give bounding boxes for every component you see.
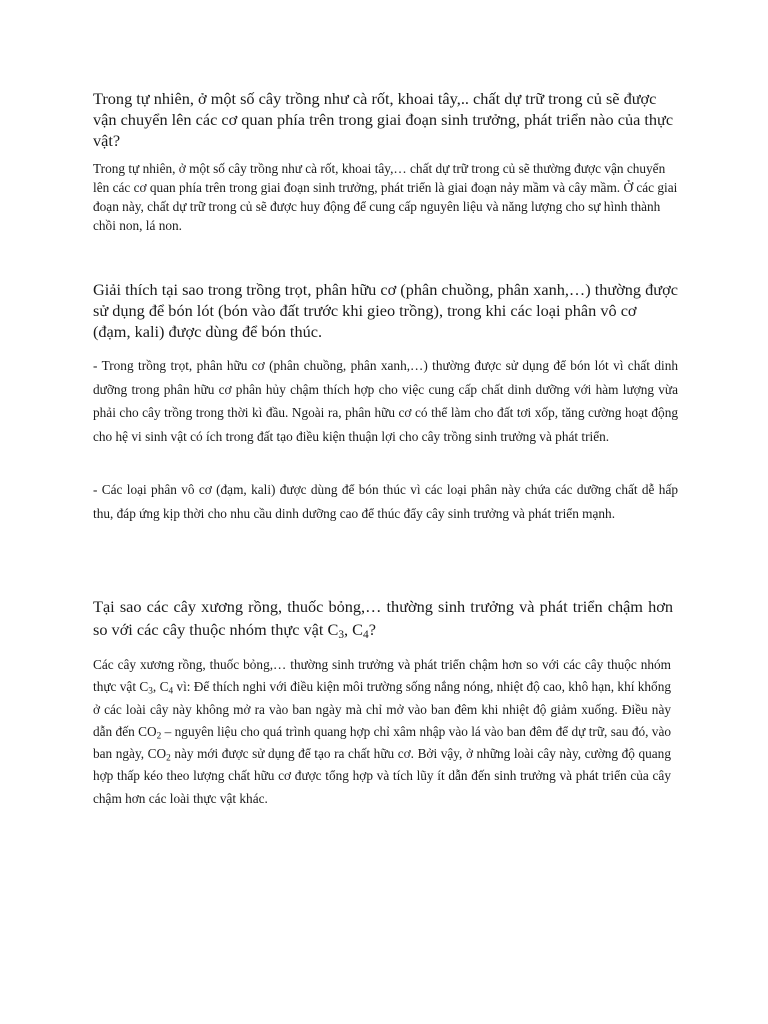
question-3-text-c: ? bbox=[368, 620, 376, 639]
question-3-text-a: Tại sao các cây xương rồng, thuốc bỏng,… thường sinh trưởng và phát triển chậm hơn so với các cây thuộc nhóm thực vật C bbox=[93, 597, 673, 639]
section-2-answer-1 bbox=[93, 354, 678, 448]
question-3-sub-c4: 4 bbox=[363, 628, 369, 641]
answer-1: Trong tự nhiên, ở một số cây trồng như cà rốt, khoai tây,… chất dự trữ trong củ sẽ thường được vận chuyển lên các cơ quan phía trên trong giai đoạn sinh trưởng, phát triển là giai đoạn nảy mầm và cây mầm. Ở các giai đoạn này, chất dự trữ trong củ sẽ được huy động để cung cấp nguyên liệu và năng lượng cho sự hình thành chồi non, lá non. bbox=[93, 161, 678, 233]
section-2-answer-2 bbox=[93, 478, 678, 525]
section-1 bbox=[93, 88, 678, 151]
question-1: Trong tự nhiên, ở một số cây trồng như cà rốt, khoai tây,.. chất dự trữ trong củ sẽ được vận chuyển lên các cơ quan phía trên trong giai đoạn sinh trưởng, phát triển nào của thực vật? bbox=[93, 89, 674, 150]
answer-2-part-1: - Trong trồng trọt, phân hữu cơ (phân chuồng, phân xanh,…) thường được sử dụng để bón lót vì chất dinh dưỡng trong phân hữu cơ phân hủy chậm thích hợp cho việc cung cấp chất dinh dưỡng với hàm lượng vừa phải cho cây trồng trong thời kì đầu. Ngoài ra, phân hữu cơ có thể làm cho đất tơi xốp, tăng cường hoạt động cho hệ vi sinh vật có ích trong đất tạo điều kiện thuận lợi cho cây trồng sinh trưởng và phát triển. bbox=[93, 358, 678, 444]
answer-3-text-4: – nguyên liệu cho quá trình quang hợp chỉ xâm nhập vào lá vào ban đêm để dự trữ, sau đó, vào ban ngày, CO bbox=[93, 723, 671, 762]
answer-3-text-2: , C bbox=[152, 679, 169, 695]
answer-2-part-2: - Các loại phân vô cơ (đạm, kali) được dùng để bón thúc vì các loại phân này chứa các dưỡng chất dễ hấp thu, đáp ứng kịp thời cho nhu cầu dinh dưỡng cao để thúc đẩy cây sinh trưởng và phát triển mạnh. bbox=[93, 482, 678, 521]
answer-3-text-1: Các cây xương rồng, thuốc bỏng,… thường sinh trưởng và phát triển chậm hơn so với các cây thuộc nhóm thực vật C bbox=[93, 657, 671, 695]
section-3 bbox=[93, 595, 673, 641]
section-2 bbox=[93, 279, 678, 342]
answer-3-sub-c4: 4 bbox=[168, 686, 174, 697]
answer-3-sub-co2-b: 2 bbox=[166, 753, 171, 764]
answer-3-sub-c3: 3 bbox=[148, 686, 153, 697]
answer-3-sub-co2-a: 2 bbox=[156, 731, 162, 742]
section-1-answer bbox=[93, 159, 678, 235]
question-2: Giải thích tại sao trong trồng trọt, phân hữu cơ (phân chuồng, phân xanh,…) thường được sử dụng để bón lót (bón vào đất trước khi gieo trồng), trong khi các loại phân vô cơ (đạm, kali) được dùng để bón thúc. bbox=[93, 280, 678, 341]
answer-3 bbox=[93, 654, 671, 810]
question-3 bbox=[93, 595, 673, 641]
question-3-text-b: , C bbox=[344, 620, 364, 639]
answer-3-text-3: vì: Để thích nghi với điều kiện môi trường sống nắng nóng, nhiệt độ cao, khô hạn, khí khổng ở các loài cây này không mở ra vào ban ngày mà chỉ mở vào ban đêm khi nhiệt độ giảm xuống. Điều này dẫn đến CO bbox=[93, 679, 671, 739]
section-3-answer bbox=[93, 654, 671, 810]
answer-3-text-5: này mới được sử dụng để tạo ra chất hữu cơ. Bởi vậy, ở những loài cây này, cường độ quang hợp thấp kéo theo lượng chất hữu cơ được tổng hợp và tích lũy ít dẫn đến sinh trưởng và phát triển của cây chậm hơn các loài thực vật khác. bbox=[93, 746, 671, 806]
question-3-sub-c3: 3 bbox=[338, 628, 345, 641]
